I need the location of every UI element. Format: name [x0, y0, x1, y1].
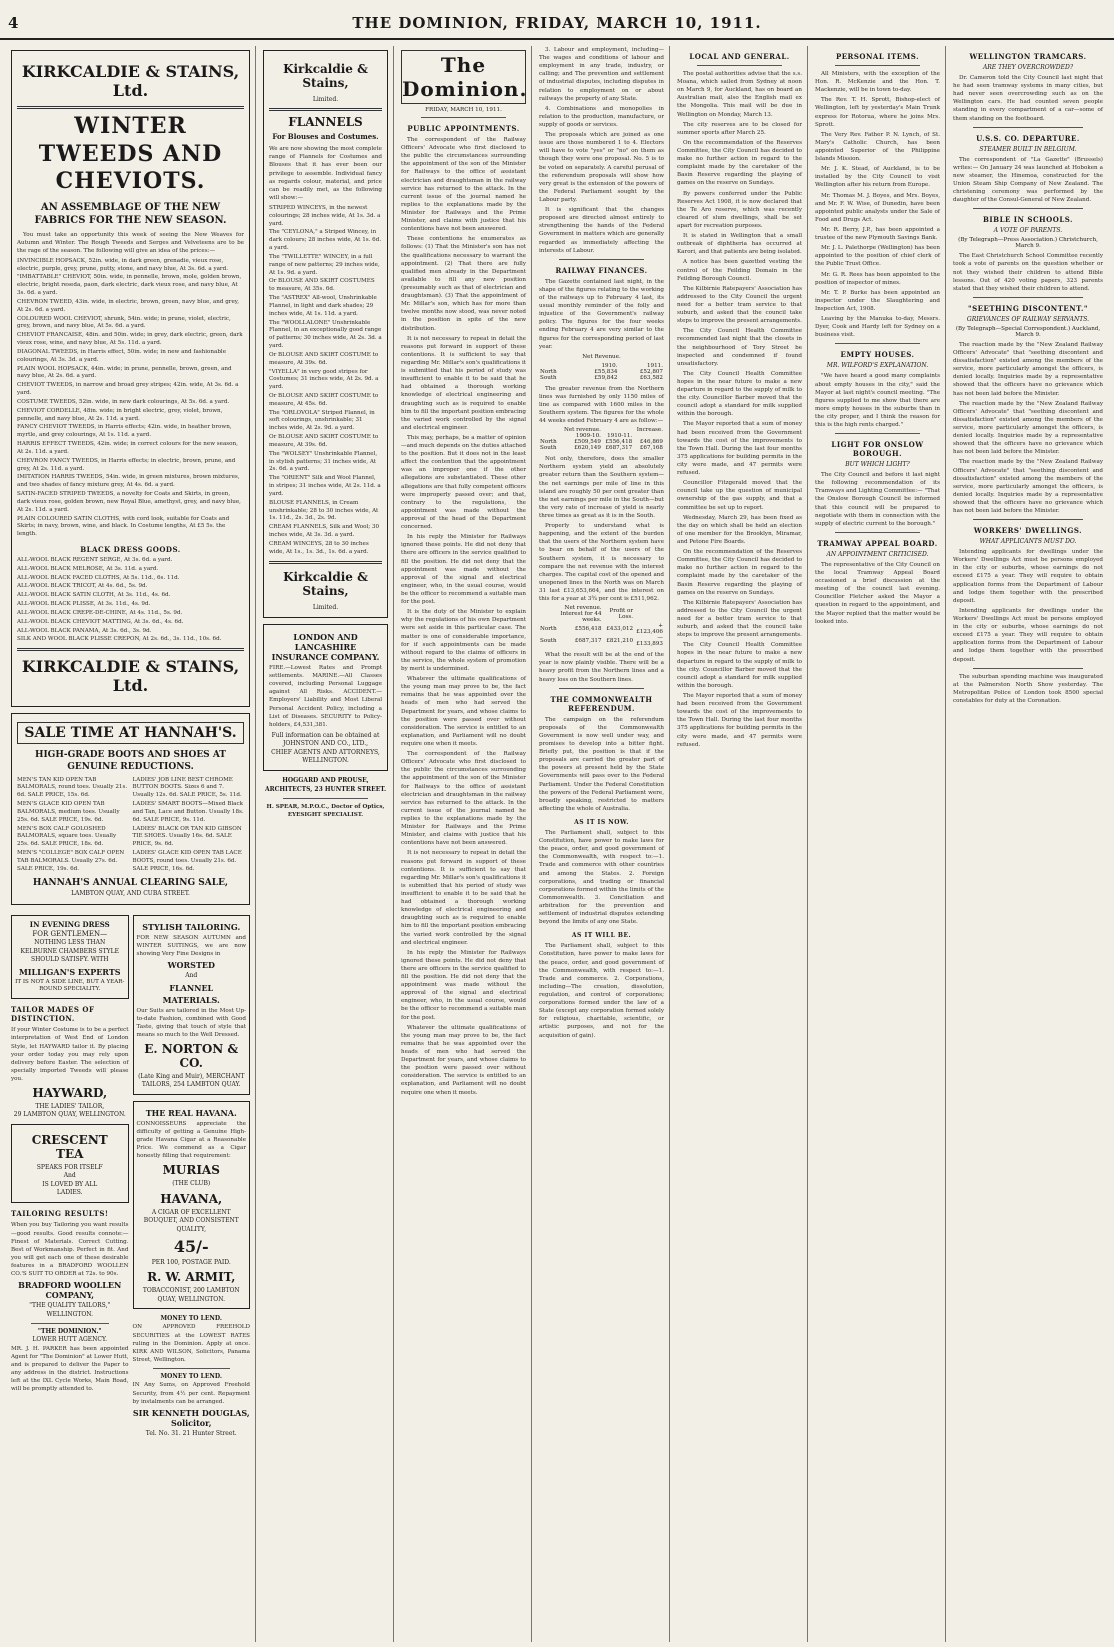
column-4 — [534, 46, 670, 1642]
black-goods-item: ALL-WOOL BLACK SATIN CLOTH, At 3s. 11d., 4s. 6d. — [17, 592, 171, 599]
sale-item: MEN'S GLACE KID OPEN TAB BALMORALS, medium toes. Usually 25s. 6d. SALE PRICE, 19s. 6d. — [17, 801, 120, 823]
article-paragraph: What the result will be at the end of the year is now plainly visible. There will be a heavy profit from the Northern lines and a heavy loss on the Southern lines. — [539, 652, 664, 683]
news-paragraph: The Very Rev. Father P. N. Lynch, of St. Mary's Catholic Church, has been appointed Superior of the Philippine Islands Mission. — [815, 131, 940, 163]
news-paragraph: Leaving by the Manuka to-day, Messrs. Dyer, Cook and Hardy left for Sydney on a business visit. — [815, 316, 940, 339]
profit-loss-table — [539, 605, 664, 647]
news-paragraph: The correspondent of "La Gazette" (Brussels) writes:— On January 24 was launched at Hoboken a new steamer, the Hinemoa, constructed for the Union Steam Ship Company of New Zealand. The christening ceremony was performed by the daughter of the Consul-General of New Zealand. — [953, 156, 1103, 204]
ad-line: IS LOVED BY ALL — [42, 1180, 98, 1188]
ad-headline: FLANNELS — [288, 115, 363, 130]
table-row — [539, 375, 664, 381]
uss-departure-subheading: STEAMER BUILT IN BELGIUM. — [979, 145, 1077, 153]
ad-brand: SIR KENNETH DOUGLAS, Solicitor, — [132, 1407, 250, 1428]
seething-discontent-subheading: GRIEVANCES OF RAILWAY SERVANTS. — [966, 315, 1090, 323]
news-paragraph: On the recommendation of the Reserves Committee, the City Council has decided to make no further action in regard to the complaint made by the caretaker of the Basin Reserve regarding the playing of games on the reserve on Sundays. — [677, 139, 802, 187]
black-goods-item: ALL-WOOL BLACK FACED CLOTHS, At 5s. 11d., 6s. 11d. — [17, 574, 180, 581]
workers-dwellings-subheading: WHAT APPLICANTS MUST DO. — [979, 538, 1077, 546]
uss-departure-heading: U.S.S. CO. DEPARTURE. — [976, 133, 1080, 143]
fabric-item: CHEVRON FANCY TWEEDS, in Harris effects; in electric, brown, prune, and grey, At 2s. 11d. a yard. — [17, 457, 236, 472]
fabric-item: CHEVRON TWEED, 43in. wide, in electric, brown, green, navy blue, and grey, At 2s. 6d. a yard. — [17, 298, 239, 313]
article-paragraph: The Parliament shall, subject to this Constitution, have power to make laws for the peace, order, and good government of the Commonwealth, with respect to:—1. Trade and commerce with other countries and among the States. 2. Foreign corporations, and trading or financial corporations formed within the limits of the Commonwealth. 3. Conciliation and arbitration for the prevention and settlement of industrial disputes extending beyond the limits of any one State. — [539, 829, 664, 926]
workers-dwellings-heading: WORKERS' DWELLINGS. — [973, 526, 1083, 536]
editorial-paragraph: In his reply the Minister for Railways ignored these points. He did not deny that there are officers in the service qualified to fill the position. He did not deny that the appointment was made without the approval of the signal and electrical engineer, who, in the usual course, would be the officer to recommend a suitable man for the post. — [401, 949, 526, 1021]
article-paragraph: Properly to understand what is happening, and the extent of the burden that the users of the Northern system have to bear on behalf of the users of the Southern system, it is necessary to compare the net revenue with the interest charges. The capital cost of the opened and unopened lines in the North was on March 31 last £13,653,664, and the interest on this for a year at 3¾ per cent is £511,962. — [539, 523, 664, 603]
news-paragraph: The City Council Health Committee hopes in the near future to make a new departure in regard to the supply of milk to the city. Councillor Barber moved that the council adopt a standard for milk supplied within the borough. — [677, 370, 802, 418]
ad-subheadline: AN ASSEMBLAGE OF THE NEW FABRICS FOR THE NEW SEASON. — [34, 201, 227, 226]
flannel-item: "VIYELLA" in very good stripes for Costumes; 31 inches wide, At 2s. 9d. a yard. — [269, 368, 379, 391]
advertiser-brand: KIRKCALDIE & STAINS, Ltd. — [21, 62, 240, 100]
ad-line: And — [185, 972, 198, 980]
column-6 — [810, 46, 946, 1642]
table-cell: £687,317 — [574, 638, 602, 645]
sale-item: LADIES' SMART BOOTS—Mixed Black and Tan, Lace and Button. Usually 18s. 6d. SALE PRICE, 9s. 11d. — [132, 801, 244, 823]
tramway-appeal-heading: TRAMWAY APPEAL BOARD. — [817, 538, 938, 548]
norton-tailoring-advertisement — [133, 915, 251, 1095]
table-caption: Net Revenue. — [582, 353, 621, 360]
sale-item: LADIES' BLACK OR TAN KID GIBSON TIE SHOES. Usually 16s. 6d. SALE PRICE, 9s. 6d. — [132, 825, 242, 848]
editorial-paragraph: It is not necessary to repeat in detail the reasons put forward in support of these contentions. It is sufficient to say that regarding Mr. Millar's son's qualifications it is submitted that his period of study was insufficient to enable it to be said that he had obtained a thorough working knowledge of electrical engineering and draughting such as is required to enable him to fill the important position embracing the varied work controlled by the signal and electrical engineer. — [401, 850, 526, 946]
flannel-item: BLOUSE FLANNELS, in Cream unshrinkable; 28 to 30 inches wide, At 1s. 11d., 2s. 3d., 2s. 9d. — [269, 499, 379, 522]
net-revenue-table — [539, 363, 664, 381]
flannel-item: Or BLOUSE AND SKIRT COSTUME to measure, At 39s. 6d. — [269, 434, 379, 448]
ad-line: (THE CLUB) — [172, 1180, 211, 1188]
ad-heading: MONEY TO LEND. — [160, 1315, 222, 1323]
ad-line: "THE QUALITY TAILORS," WELLINGTON. — [29, 1302, 111, 1318]
table-cell: £63,582 — [639, 374, 663, 381]
black-goods-item: SILK AND WOOL BLACK PLISSE CREPON, At 2s. 6d., 3s. 11d., 10s. 6d. — [17, 636, 222, 643]
news-paragraph: A notice has been gazetted vesting the control of the Feilding Domain in the Feilding Borough Council. — [677, 259, 802, 282]
article-paragraph: The campaign on the referendum proposals of the Commonwealth Government is now well under way, and promises to develop into a bitter fight. Briefly put, the position is that if the proposals are carried the greater part of the powers at present held by the State Governments will pass over to the Federal Parliament. Under the Federal Constitution the powers of the Federal Parliament were, broadly speaking, restricted to matters affecting the whole of Australia. — [539, 716, 664, 812]
column-1 — [6, 46, 256, 1642]
money-to-lend-notice — [133, 1315, 251, 1364]
ad-headline: WINTER TWEEDS AND CHEVIOTS. — [38, 113, 223, 194]
sale-item: MEN'S TAN KID OPEN TAB BALMORALS, round toes. Usually 21s. 6d. SALE PRICE, 15s. 6d. — [17, 776, 128, 799]
ad-line: IN EVENING DRESS — [29, 919, 110, 929]
table-row — [539, 635, 664, 647]
ad-brand: HAYWARD, — [32, 1086, 108, 1101]
flannel-item: The "ASTREX" All-wool, Unshrinkable Flannel, in light and dark shades; 29 inches wide, At 1s. 11d. a yard. — [269, 295, 377, 317]
editorial-paragraph: Whatever the ultimate qualifications of the young man may prove to be, the fact remains that he was appointed over the heads of men who had served the Department for years, and whose claims to the position were passed over without consideration. The service is entitled to an explanation, and Parliament will no doubt require one when it meets. — [401, 676, 526, 747]
article-paragraph: It is significant that the changes proposed are directed almost entirely to strengthening the hands of the Federal Government in matters which are generally regarded as immediately affecting the interests of Labour. — [539, 207, 664, 254]
paper-title: The Dominion. — [401, 50, 526, 104]
ad-line: SPEAKS FOR ITSELF — [36, 1163, 103, 1171]
commonwealth-heading: THE COMMONWEALTH REFERENDUM. — [550, 694, 653, 713]
sale-item: LADIES' JOB LINE BEST CHROME BUTTON BOOTS. Sizes 6 and 7. Usually 12s. 6d. SALE PRICE, 5s. 11d. — [132, 776, 242, 799]
ad-heading: MONEY TO LEND. — [160, 1373, 222, 1381]
ad-line: LOWER HUTT AGENCY. — [32, 1336, 108, 1344]
article-paragraph: The proposals which are joined as one issue are those numbered 1 to 4. Electors will have to vote "yes" or "no" on them as though they were one proposal. No. 5 is to be voted on separately. A careful perusal of the referendum proposals will show how very great is the extension of the powers of the Federal Parliament sought by the Labour party. — [539, 132, 664, 203]
sale-footer: HANNAH'S ANNUAL CLEARING SALE, — [32, 878, 229, 889]
article-paragraph: 4. Combinations and monopolies in relation to the production, manufacture, or supply of goods or services. — [539, 105, 664, 128]
fabric-item: HARRIS EFFECT TWEEDS, 42in. wide; in correct colours for the new season, At 2s. 11d. a yard. — [17, 441, 238, 455]
ad-brand: E. NORTON & CO. — [144, 1042, 239, 1071]
advertiser-brand: Kirkcaldie & Stains, — [283, 62, 368, 90]
table-header: 1909-10. — [575, 433, 601, 440]
fabric-item: PLAIN COLOURED SATIN CLOTHS, with cord look, suitable for Coats and Skirts; in navy, brown, wine, and black. In Costume lengths, At £5 5s. the length. — [17, 515, 230, 538]
fabric-item: CHEVIOT FRANCAISE, 48in. and 50in. wide; in grey, dark electric, green, dark vieux rose, wine, and navy blue, At 5s. 11d. a yard. — [17, 332, 243, 347]
table-header: Net revenue. — [563, 427, 601, 434]
column-3 — [396, 46, 532, 1642]
news-paragraph: Mr. T. P. Burke has been appointed an inspector under the Slaughtering and Inspection Act, 1908. — [815, 289, 940, 312]
table-cell: North — [540, 368, 557, 375]
fabric-item: "IMBATTABLE" CHEVIOT, 50in. wide, in pennelle, brown, mole, golden brown, electric, bright reseda, paon, dark electric, dark vieux rose, and navy blue, At 3s. 6d. a yard. — [17, 274, 242, 297]
seething-discontent-heading: "SEETHING DISCONTENT." — [967, 303, 1089, 313]
table-cell: £556,418 — [574, 626, 602, 633]
editorial-paragraph: It is the duty of the Minister to explain why the regulations of his own Department were set aside in this particular case. The matter is one of considerable importance, for if such appointments can be made without regard to the claims of officers in the service, the whole system of promotion by merit is undermined. — [401, 609, 526, 672]
ad-brand: BRADFORD WOOLLEN COMPANY, — [18, 1280, 122, 1301]
advertiser-brand: Kirkcaldie & Stains, — [283, 569, 368, 598]
ad-line: (Late King and Muir), MERCHANT TAILORS, 254 LAMBTON QUAY. — [138, 1073, 245, 1089]
news-paragraph: The City Council Health Committee recommended last night that the closets in the neighbourhood of Tory Street be inspected and condemned if found unsatisfactory. — [677, 328, 802, 367]
as-it-will-be-heading: AS IT WILL BE. — [571, 932, 632, 940]
flannel-item: Or BLOUSE AND SKIRT COSTUMES to measure, At 35s. 6d. — [269, 278, 375, 293]
flannel-item: Or BLOUSE AND SKIRT COSTUME to measure, At 39s. 6d. — [269, 351, 379, 366]
ad-line: TOBACCONIST, 200 LAMBTON QUAY, WELLINGTON. — [142, 1287, 240, 1303]
flannel-item: The "ORIENT" Silk and Wool Flannel, in stripes; 31 inches wide, At 2s. 11d. a yard. — [269, 475, 381, 497]
news-paragraph: Mr. Thomas M. J. Boyes, and Mrs. Boyes, and Mr. F. W. Wise, of Dunedin, have been appointed public analysts under the Sale of Food and Drugs Act. — [815, 192, 940, 223]
news-paragraph: The Kilbirnie Ratepayers' Association has addressed to the City Council the urgent need for a better tram service to that suburb, and asked that the council take steps to improve the present arrangements. — [677, 285, 802, 325]
railway-heading: RAILWAY FINANCES. — [555, 265, 648, 275]
news-paragraph: Intending applicants for dwellings under the Workers' Dwellings Act must be persons employed in the city or suburbs, whose earnings do not exceed £175 a year. They will require to obtain application forms from the Department of Labour and lodge them together with the prescribed deposit. — [953, 549, 1103, 604]
table-cell: South — [540, 638, 557, 645]
insurance-advertisement — [263, 624, 388, 771]
ad-text: When you buy Tailoring you want results—good results. Good results connote:— Finest of Materials. Correct Cutting. Best of Workmanship. Perfect in fit. And you will get each one of these desirable features in a BRADFORD WOOLLEN CO.'S SUIT TO ORDER at 72s. to 90s. — [11, 1222, 129, 1278]
ad-line: FLANNEL — [169, 982, 214, 993]
table-header: Profit or Loss. — [609, 608, 634, 621]
ad-line: THE LADIES' TAILOR, — [35, 1103, 105, 1111]
news-paragraph: "We have heard a good many complaints about empty houses in the city," said the Mayor at last night's council meeting. "The figures supplied to me show that there are more empty houses in the suburbs than in the city proper, and I think the reason for this is the high rents charged." — [815, 373, 940, 429]
black-goods-item: ALL-WOOL BLACK PLISSE, At 3s. 11d., 4s. 9d. — [17, 601, 151, 608]
sale-item: MEN'S "COLLEGE" BOX CALF OPEN TAB BALMORALS. Usually 27s. 6d. SALE PRICE, 19s. 6d. — [17, 850, 125, 872]
tramway-appeal-subheading: AN APPOINTMENT CRITICISED. — [826, 550, 929, 558]
bible-schools-subheading: A VOTE OF PARENTS. — [993, 227, 1063, 235]
ad-line: 29 LAMBTON QUAY, WELLINGTON. — [13, 1111, 126, 1119]
ad-text: ON APPROVED FREEHOLD SECURITIES at the LOWEST RATES ruling in the Dominion. Apply at once. KIRK AND WILSON, Solicitors, Panama Street, Wellington. — [132, 1324, 250, 1363]
news-paragraph: The city reserves are to be closed for summer sports after March 25. — [677, 121, 802, 136]
ad-brand: HAVANA, — [160, 1191, 223, 1206]
table-cell: £55,834 — [594, 368, 618, 375]
fabric-item: DIAGONAL TWEEDS, in Harris effect, 50in. wide; in new and fashionable colourings, At 3s. 3d. a yard. — [17, 348, 227, 363]
sale-item: MEN'S BOX CALF GOLOSHED BALMORALS, square toes. Usually 25s. 6d. SALE PRICE, 18s. 6d. — [17, 825, 117, 848]
flannel-item: The "CEYLONA," a Striped Wincey, in dark colours; 28 inches wide, At 1s. 6d. a yard. — [269, 229, 382, 252]
ad-brand: R. W. ARMIT, — [147, 1270, 236, 1285]
flannel-item: Or BLOUSE AND SKIRT COSTUME to measure, At 45s. 6d. — [269, 393, 379, 407]
editorial-paragraph: The correspondent of the Railway Officers' Advocate who first disclosed to the public the circumstances surrounding the appointment of the son of the Minister for Railways to the office of assistant electrician and draughtsman in the railway service has returned to the attack. In the current issue of the journal named he replies to the explanations made by the Minister for Railways and the Prime Minister, and claims with justice that his contentions have not been answered. — [401, 137, 526, 233]
empty-houses-heading: EMPTY HOUSES. — [840, 350, 915, 360]
editorial-paragraph: These contentions he enumerates as follows: (1) That the Minister's son has not the qualifications necessary to warrant the appointment. (2) That there are fully qualified men already in the Department available to fill any new position (presumably such as that of electrician and draughtsman). (3) That the appointment of Mr. Millar's son, which has for more than twelve months now stood, was never noted in the position in spite of the new distribution. — [401, 236, 526, 332]
net-revenue-table-2 — [539, 427, 664, 451]
crescent-tea-advertisement — [11, 1124, 129, 1204]
table-cell: —£133,893 — [636, 635, 663, 648]
black-goods-item: ALL-WOOL BLACK PANAMA, At 3s. 6d., 3s. 9d. — [17, 627, 152, 634]
table-cell: South — [540, 374, 557, 381]
milligan-advertisement — [11, 915, 129, 999]
ad-intro: You must take an opportunity this week of seeing the New Weaves for Autumn and Winter. The Rough Tweeds and Serges and Velveteens are to be the rage of the season. The following will give an idea of the prices:— — [17, 231, 244, 254]
ad-text: FIRE.—Lowest Rates and Prompt settlements. MARINE.—All Classes covered, including Personal Luggage against All Risks. ACCIDENT.—Employers' Liability and Most Liberal Personal Accident Policy, including a List of Diseases. SECURITY to Policy-holders, £4,531,381. — [269, 664, 382, 728]
fabric-item: FANCY CHEVIOT TWEEDS, in Harris effects; 42in. wide, in heather brown, myrtle, and grey colourings, At 1s. 11d. a yard. — [17, 424, 232, 439]
table-cell: North — [540, 439, 557, 446]
news-paragraph: On the recommendation of the Reserves Committee, the City Council has decided to make no further action in regard to the complaint made by the caretaker of the Basin Reserve regarding the playing of games on the reserve on Sundays. — [677, 549, 802, 596]
ad-intro: We are now showing the most complete range of Flannels for Costumes and Blouses that it has ever been our privilege to assemble. Individual fancy as regards colour, material, and price can be readily met, as the following will show:— — [269, 146, 382, 201]
fabric-item: COSTUME TWEEDS, 52in. wide, in new dark colourings, At 5s. 6d. a yard. — [17, 398, 230, 405]
article-paragraph: 3. Labour and employment, including—The wages and conditions of labour and employment in any trade, industry, or calling; and The prevention and settlement of industrial disputes, including disputes in relation to employment on or about railways the property of any State. — [539, 47, 664, 102]
ad-text: MR. J. H. PARKER has been appointed Agent for "The Dominion" at Lower Hutt, and is prepared to deliver the Paper to any address in the district. Instructions left at the IXL Cycle Works, Main Road, will be promptly attended to. — [11, 1345, 129, 1393]
table-cell: South — [540, 445, 557, 452]
editorial-dateline: FRIDAY, MARCH 10, 1911. — [425, 107, 502, 113]
tramcars-heading: WELLINGTON TRAMCARS. — [969, 52, 1087, 61]
news-paragraph: The representative of the City Council on the local Tramway Appeal Board occasioned a brief discussion at the meeting of the council last evening. Councillor Fletcher asked the Mayor a question in regard to the appointment, and the Mayor replied that the matter would be looked into. — [815, 561, 940, 625]
ad-line: Tel. No. 31. 21 Hunter Street. — [145, 1429, 237, 1437]
news-paragraph: Mr. R. Berry, J.P., has been appointed a trustee of the new Plymouth Savings Bank. — [815, 226, 940, 242]
havana-advertisement — [133, 1101, 251, 1309]
news-paragraph: By powers conferred under the Public Reserves Act 1908, it is now declared that the Te Aro reserve, which was recently cleared of slum dwellings, shall be set apart for recreation purposes. — [677, 190, 802, 229]
fabric-item: SATIN-FACED STRIPED TWEEDS, a novelty for Coats and Skirts, in green, dark vieux rose, golden brown, new Royal Blue, amethyst, grey, and navy blue, At 2s. 11d. a yard. — [17, 491, 241, 513]
news-paragraph: The Mayor reported that a sum of money had been received from the Government towards the cost of the improvements to the Town Hall. During the last four months 375 applications for building permits in the city were made, and 47 permits were refused. — [677, 692, 802, 748]
ad-line: SHOULD SATISFY. WITH — [30, 956, 109, 964]
news-paragraph: The suburban spending machine was inaugurated at the Palmerston North Show yesterday. The Metropolitan Police of London took 8500 special constables for duty at the Coronation. — [953, 673, 1103, 705]
table-cell: £620,149 — [574, 445, 601, 452]
news-paragraph: Wednesday, March 29, has been fixed as the day on which shall be held an election of one member for the Brooklyn, Miramar, and Petone Fire Boards. — [677, 514, 802, 546]
ad-price: 45/- — [173, 1236, 209, 1256]
table-cell: £556,418 — [605, 439, 633, 446]
ad-heading: TAILOR MADES OF DISTINCTION. — [11, 1005, 95, 1024]
table-header: 1910-11. — [607, 433, 633, 440]
ad-line: LADIES. — [56, 1189, 83, 1197]
advertiser-limited: Limited. — [312, 603, 339, 611]
table-header: 1911. — [646, 362, 663, 369]
hoggard-notice: HOGGARD AND PROUSE, ARCHITECTS, 23 HUNTER STREET. — [264, 777, 387, 793]
news-paragraph: Intending applicants for dwellings under the Workers' Dwellings Act must be persons employed in the city or suburbs, whose earnings do not exceed £175 a year. They will require to obtain application forms from the Department of Labour and lodge them together with the prescribed deposit. — [953, 607, 1103, 663]
news-paragraph: Councillor Fitzgerald moved that the council take up the question of municipal ownership of the gas supply, and that a committee be set up to report. — [677, 480, 802, 511]
flannel-item: STRIPED WINCEYS, in the newest colourings; 28 inches wide, At 1s. 3d. a yard. — [269, 204, 381, 227]
column-7 — [948, 46, 1108, 1642]
ad-brand: CRESCENT TEA — [31, 1132, 108, 1161]
masthead-title: THE DOMINION, FRIDAY, MARCH 10, 1911. — [352, 14, 762, 32]
black-goods-item: ALL-WOOL BLACK CHEVIOT MATTING, At 3s. 6d., 4s. 6d. — [17, 618, 184, 625]
news-paragraph: The reaction made by the "New Zealand Railway Officers' Advocate" that "seething discontent and dissatisfaction" existed among the members of the service, more particularly amongst the officers, is denied locally. Inquiries made by a representative showed that the officers have no grievance which has not been laid before the Minister. — [953, 400, 1103, 456]
article-paragraph: The Parliament shall, subject to this Constitution, have power to make laws for the peace, order, and good government of the Commonwealth, with respect to:—1. Trade and commerce. 2. Corporations, including—The creation, dissolution, regulation, and control of corporations; corporations formed under the law of a State (except any corporation formed solely for religious, charitable, scientific, or artistic purposes, and not for the acquisition of gain). — [539, 943, 664, 1039]
tweeds-advertisement — [11, 50, 250, 707]
table-cell: £821,210 — [606, 638, 634, 645]
editorial-paragraph: Whatever the ultimate qualifications of the young man may prove to be, the fact remains that he was appointed over the heads of men who had served the Department for years, and whose claims to the position were passed over without consideration. The service is entitled to an explanation, and Parliament will no doubt require one when it meets. — [401, 1024, 526, 1096]
ad-heading: TAILORING RESULTS! — [11, 1209, 109, 1219]
editorial-paragraph: The correspondent of the Railway Officers' Advocate who first disclosed to the public the circumstances surrounding the appointment of the son of the Minister for Railways to the office of assistant electrician and draughtsman in the railway service has returned to the attack. In the current issue of the journal named he replies to the explanations made by the Minister for Railways and the Prime Minister, and claims with justice that his contentions have not been answered. — [401, 751, 526, 847]
news-paragraph: Mr. J. L. Palethorpe (Wellington) has been appointed to the position of chief clerk of the Public Trust Office. — [815, 245, 940, 268]
ad-brand: MURIAS — [162, 1163, 220, 1178]
onslow-light-heading: LIGHT FOR ONSLOW BOROUGH. — [831, 440, 924, 459]
news-paragraph: The postal authorities advise that the s.s. Moana, which sailed from Sydney at noon on March 9, for Auckland, has on board an Australian mail, also the English mail ex the Mongolia. This mail will be due in Wellington on Monday, March 13. — [677, 71, 802, 118]
sale-title: SALE TIME AT HANNAH'S. — [17, 722, 244, 744]
dominion-agency-notice — [11, 1328, 129, 1393]
as-it-is-heading: AS IT IS NOW. — [574, 818, 629, 826]
fabric-item: PLAIN WOOL HOPSACK, 44in. wide; in prune, pennelle, brown, green, and navy blue, At 2s. 6d. a yard. — [17, 365, 232, 380]
table-cell: £59,842 — [594, 374, 618, 381]
news-paragraph: It is stated in Wellington that a small outbreak of diphtheria has occurred at Karori, and that patients are being isolated. — [677, 233, 802, 256]
ad-line: WORSTED — [167, 960, 215, 971]
ad-line: KELBURNE CHAMBERS STYLE — [20, 947, 119, 955]
fabric-item: INVINCIBLE HOPSACK, 52in. wide, in dark green, grenadie, vieux rose, electric, purple, grey, prune, putty, stone, and navy blue, At 3s. 6d. a yard. — [17, 257, 228, 272]
ad-text: CONNOISSEURS appreciate the difficulty of getting a Genuine High-grade Havana Cigar at a Reasonable Price. We commend as a Cigar honestly filling that requirement: — [136, 1120, 246, 1160]
money-to-lend-notice-2 — [133, 1373, 251, 1438]
ad-line: PER 100, POSTAGE PAID. — [151, 1258, 231, 1266]
flannel-item: CREAM WINCEYS, 28 to 30 inches wide, At 1s., 1s. 3d., 1s. 6d. a yard. — [269, 540, 369, 555]
table-cell: +£123,406 — [636, 623, 663, 636]
page-number: 4 — [8, 14, 19, 32]
article-paragraph: The greater revenue from the Northern lines was furnished by only 1150 miles of line as compared with 1600 miles in the Southern system. The figures for the whole 44 weeks ended February 4 are as follow:— — [539, 385, 664, 425]
advertiser-limited: Limited. — [312, 96, 339, 103]
ad-heading: LONDON AND LANCASHIRE INSURANCE COMPANY. — [271, 631, 380, 662]
ad-line: A CIGAR OF EXCELLENT BOUQUET, AND CONSISTENT QUALITY, — [143, 1208, 239, 1233]
ad-line: MATERIALS. — [162, 994, 220, 1005]
news-paragraph: The reaction made by the "New Zealand Railway Officers' Advocate" that "seething discontent and dissatisfaction" existed among the members of the service, more particularly amongst the officers, is denied locally. Inquiries made by a representative showed that the officers have no grievance which has not been laid before the Minister. — [953, 459, 1103, 515]
news-paragraph: The City Council Health Committee hopes in the near future to make a new departure in regard to the supply of milk to the city. Councillor Barber moved that the council adopt a standard for milk supplied within the borough. — [677, 642, 802, 689]
ad-line: IT IS NOT A SIDE LINE, BUT A YEAR-ROUND SPECIALITY. — [15, 978, 125, 993]
empty-houses-subheading: MR. WILFORD'S EXPLANATION. — [826, 362, 929, 370]
ad-text: IN Any Sums, on Approved Freehold Security, from 4½ per cent. Repayment by instalments can be arranged. — [132, 1382, 250, 1405]
article-paragraph: The Gazette contained last night, in the shape of the figures relating to the working of the railways up to February 4 last, its usual monthly reminder of the folly and injustice of the Government's railway policy. The figures for the four weeks ending February 4 are very similar to the figures for the corresponding period of last year. — [539, 278, 664, 350]
flannel-item: The "WOOLLALONE" Unshrinkable Flannel, in an exceptionally good range of patterns; 30 inches wide, At 2s. 3d. a yard. — [269, 319, 382, 350]
hannahs-sale-advertisement — [11, 713, 250, 905]
table-row — [539, 623, 664, 635]
table-row — [539, 445, 664, 451]
editorial-paragraph: It is not necessary to repeat in detail the reasons put forward in support of these contentions. It is sufficient to say that regarding Mr. Millar's son's qualifications it is submitted that his period of study was insufficient to enable it to be said that he had obtained a thorough working knowledge of electrical engineering and draughting such as is required to enable him to fill the important position embracing the varied work controlled by the signal and electrical engineer. — [401, 335, 526, 431]
article-paragraph: Not only, therefore, does the smaller Northern system yield an absolutely greater return than the Southern system—the net earnings per mile of line in this island are roughly 50 per cent greater than the net earnings per mile in the South—but the very rate of increase of yield is nearly three times as great as it is in the South. — [539, 456, 664, 520]
column-5 — [672, 46, 808, 1642]
table-cell: £433,012 — [606, 626, 634, 633]
onslow-light-subheading: BUT WHICH LIGHT? — [845, 461, 910, 469]
ad-line: MILLIGAN'S EXPERTS — [18, 966, 121, 977]
advertiser-brand: KIRKCALDIE & STAINS, Ltd. — [21, 657, 240, 696]
news-paragraph: Dr. Cameron told the City Council last night that he had seen tramway systems in many cities, but had never seen overcrowding such as on the Wellington cars. He had counted seven people standing in every compartment of a car—some of them standing on the footboard. — [953, 75, 1103, 122]
ad-heading: "THE DOMINION." — [37, 1327, 102, 1335]
table-cell: £52,807 — [639, 368, 663, 375]
table-header: 1910. — [601, 362, 618, 369]
editorial-paragraph: This may, perhaps, be a matter of opinion—and much depends on the duties attached to the position. But it does not in the least affect the contention that the appointment was an improper one if the other allegations are substantiated. These other allegations are that fully competent officers were improperly passed over; and that, contrary to the regulations, the appointment was made without the approval of the head of the Department concerned. — [401, 434, 526, 531]
bible-schools-heading: BIBLE IN SCHOOLS. — [982, 215, 1073, 225]
personal-items-heading: PERSONAL ITEMS. — [835, 52, 920, 61]
table-cell: £509,549 — [574, 439, 601, 446]
ad-subheadline: For Blouses and Costumes. — [272, 132, 379, 142]
masthead — [0, 14, 1114, 40]
ad-heading: THE REAL HAVANA. — [145, 1107, 237, 1118]
news-paragraph: The City Council and before it last night the following recommendation of its Tramways and Lighting Committee:— "That the Onslow Borough Council be informed that this council will be prepared to negotiate with them in connection with the supply of electric current to the borough." — [815, 472, 940, 527]
ad-text: FOR NEW SEASON AUTUMN and WINTER SUITINGS, we are now showing Very Fine Designs in — [136, 934, 246, 958]
table-cell: £687,317 — [605, 445, 633, 452]
ad-line: CHIEF AGENTS AND ATTORNEYS, WELLINGTON. — [271, 748, 380, 764]
sale-item: LADIES' GLACE KID OPEN TAB LACE BOOTS, round toes. Usually 21s. 6d. SALE PRICE, 16s. 6d. — [132, 850, 242, 872]
sale-address: LAMBTON QUAY, AND CUBA STREET. — [71, 890, 190, 898]
table-cell: £67,168 — [639, 445, 663, 452]
black-goods-item: ALL-WOOL BLACK MELROSE, At 3s. 11d. a yard. — [17, 565, 159, 572]
hayward-advertisement — [11, 1005, 129, 1120]
fabric-item: COLOURED WOOL CHEVIOT, shrunk, 54in. wide; in prune, violet, electric, grey, brown, and navy blue, At 5s. 6d. a yard. — [17, 315, 231, 330]
telegraph-line: (By Telegraph—Press Association.) Christchurch, March 9. — [958, 237, 1098, 250]
table-cell: £46,869 — [639, 439, 663, 446]
ad-text: Our Suits are tailored in the Most Up-to-date Fashion, combined with Good Taste, giving that touch of style that means so much to the Well Dressed. — [136, 1007, 246, 1038]
tramcars-subheading: ARE THEY OVERCROWDED? — [982, 64, 1074, 71]
flannels-advertisement — [263, 50, 388, 618]
news-paragraph: The East Christchurch School Committee recently took a vote of parents on the question whether or not they wished their children to attend Bible lessons. Out of 420 voting papers, 323 parents stated that they wished their children to attend. — [953, 253, 1103, 292]
table-header — [539, 605, 558, 623]
ad-line: And — [63, 1172, 76, 1180]
news-paragraph: The Kilbirnie Ratepayers' Association has addressed to the City Council the urgent need for a better tram service to that suburb, and asked that the council take steps to improve the present arrangements. — [677, 599, 802, 639]
news-paragraph: The Rev. T. H. Sprott, Bishop-elect of Wellington, left by yesterday's Main Trunk express for Rotorua, where he joins Mrs. Sprott. — [815, 97, 940, 128]
column-2 — [258, 46, 394, 1642]
editorial-paragraph: In his reply the Minister for Railways ignored these points. He did not deny that there are officers in the service qualified to fill the position. He did not deny that the appointment was made without the approval of the signal and electrical engineer, who, in the usual course, would be the officer to recommend a suitable man for the post. — [401, 534, 526, 606]
sale-subtitle: HIGH-GRADE BOOTS AND SHOES AT GENUINE REDUCTIONS. — [34, 750, 227, 773]
ad-line: FOR GENTLEMEN— — [32, 929, 108, 938]
ad-text: If your Winter Costume is to be a perfect interpretation of West End of London Style, let HAYWARD tailor it. By placing your order today you may rely upon delivery before Easter. The selection of specially imported Tweeds will please you. — [11, 1027, 129, 1082]
black-goods-item: ALL-WOOL BLACK TRICOT, At 4s. 6d., 5s. 9d. — [17, 583, 148, 590]
editorial-heading: PUBLIC APPOINTMENTS. — [407, 124, 520, 133]
table-header: Increase. — [636, 427, 663, 434]
flannel-item: The "TWILLETTE" WINCEY, in a full range of new patterns; 29 inches wide, At 1s. 9d. a yard. — [269, 253, 380, 276]
flannel-item: The "WOLSEY" Unshrinkable Flannel, in stylish patterns; 31 inches wide, At 2s. 6d. a yard. — [269, 450, 378, 473]
telegraph-line: (By Telegraph—Special Correspondent.) Auckland, March 9. — [955, 325, 1101, 338]
table-cell: North — [540, 626, 557, 633]
news-paragraph: Mr. J. K. Stead, of Auckland, is to be installed by the City Council to visit Wellington after his return from Europe. — [815, 166, 940, 189]
news-paragraph: The reaction made by the "New Zealand Railway Officers' Advocate" that "seething discontent and dissatisfaction" existed among the members of the service, more particularly amongst the officers, is denied locally. Inquiries made by a representative showed that the officers have no grievance which has not been laid before the Minister. — [953, 341, 1103, 397]
flannel-item: CREAM FLANNELS, Silk and Wool; 30 inches wide, At 3s. 3d. a yard. — [269, 524, 380, 539]
fabric-item: CHEVIOT TWEEDS, in narrow and broad grey stripes; 42in. wide, At 3s. 6d. a yard. — [17, 382, 239, 397]
bradford-advertisement — [11, 1209, 129, 1319]
news-paragraph: The Mayor reported that a sum of money had been received from the Government towards the cost of the improvements to the Town Hall. During the last four months 375 applications for building permits in the city were made, and 47 permits were refused. — [677, 421, 802, 477]
flannel-item: The "ORLOVOLA" Striped Flannel, in soft colourings, unshrinkable; 31 inches wide, At 2s. 9d. a yard. — [269, 409, 375, 432]
ad-heading: STYLISH TAILORING. — [142, 921, 241, 932]
fabric-item: IMITATION HARRIS TWEEDS, 54in. wide, in green mixtures, brown mixtures, and two shades of fancy mixture grey, At 4s. 6d. a yard. — [17, 474, 240, 489]
black-goods-item: ALL-WOOL BLACK REGENT SERGE, At 3s. 6d. a yard. — [17, 556, 173, 563]
news-paragraph: Mr. G. R. Rees has been appointed to the position of inspector of mines. — [815, 271, 940, 286]
fabric-item: CHEVIOT CORDELLE, 48in. wide; in bright electric, grey, violet, brown, pennelle, and navy blue, At 2s. 11d. a yard. — [17, 407, 223, 422]
black-goods-heading: BLACK DRESS GOODS. — [80, 544, 181, 554]
local-general-heading: LOCAL AND GENERAL. — [689, 52, 790, 61]
ad-line: Full information can be obtained at JOHNSTON AND CO., LTD., — [271, 731, 380, 748]
news-paragraph: All Ministers, with the exception of the Hon. R. McKenzie and the Hon. T. Mackenzie, will be in town to-day. — [815, 71, 940, 94]
ad-line: NOTHING LESS THAN — [34, 939, 106, 947]
black-goods-item: ALL-WOOL BLACK CREPE-DE-CHINE, At 4s. 11d., 5s. 9d. — [17, 609, 183, 616]
spear-notice: H. SPEAR, M.P.O.C., Doctor of Optics, EYESIGHT SPECIALIST. — [266, 804, 385, 819]
table-header: Net revenue. Interest for 44 weeks. — [560, 605, 602, 624]
